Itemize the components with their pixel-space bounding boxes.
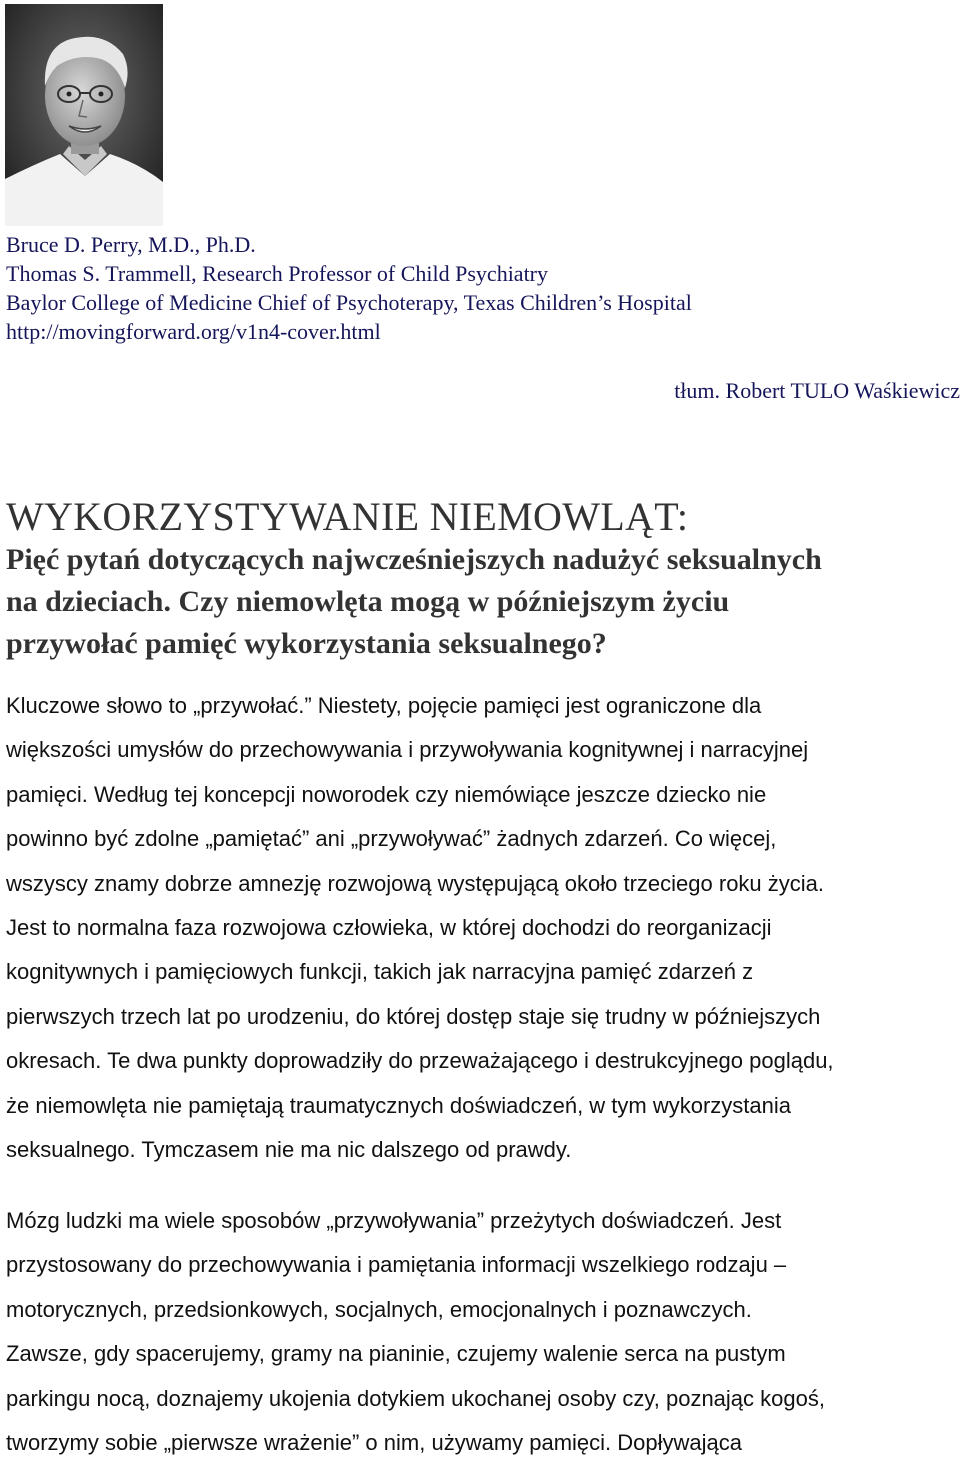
text-line: pierwszych trzech lat po urodzeniu, do której dostęp staje się trudny w późniejszych: [6, 1003, 821, 1029]
author-name: Bruce D. Perry, M.D., Ph.D.: [6, 232, 256, 257]
text-line: okresach. Te dwa punkty doprowadziły do przeważającego i destrukcyjnego poglądu,: [6, 1048, 834, 1074]
text-line: seksualnego. Tymczasem nie ma nic dalszego od prawdy.: [6, 1137, 572, 1163]
paragraph-2: [6, 1199, 954, 1465]
article-subtitle: [6, 539, 956, 665]
author-photo: [5, 4, 163, 226]
translator-credit: tłum. Robert TULO Waśkiewicz: [674, 378, 960, 403]
author-affiliation: Baylor College of Medicine Chief of Psychoterapy, Texas Children’s Hospital: [6, 290, 692, 315]
text-line: Mózg ludzki ma wiele sposobów „przywoływania” przeżytych doświadczeń. Jest: [6, 1208, 782, 1233]
subtitle-line: przywołać pamięć wykorzystania seksualnego?: [6, 627, 607, 660]
text-line: kognitywnych i pamięciowych funkcji, takich jak narracyjna pamięć zdarzeń z: [6, 959, 754, 985]
text-line: Kluczowe słowo to „przywołać.” Niestety, pojęcie pamięci jest ograniczone dla: [6, 693, 762, 718]
subtitle-line: na dzieciach. Czy niemowlęta mogą w późniejszym życiu: [6, 585, 730, 618]
subtitle-line: Pięć pytań dotyczących najwcześniejszych nadużyć seksualnych: [6, 543, 822, 576]
text-line: motorycznych, przedsionkowych, socjalnych, emocjonalnych i poznawczych.: [6, 1296, 752, 1322]
text-line: powinno być zdolne „pamiętać” ani „przywoływać” żadnych zdarzeń. Co więcej,: [6, 826, 777, 852]
article-title: WYKORZYSTYWANIE NIEMOWLĄT:: [6, 494, 689, 539]
text-line: większości umysłów do przechowywania i przywoływania kognitywnej i narracyjnej: [6, 737, 809, 763]
text-line: Jest to normalna faza rozwojowa człowieka, w której dochodzi do reorganizacji: [6, 915, 772, 941]
source-url[interactable]: http://movingforward.org/v1n4-cover.html: [6, 319, 381, 344]
text-line: pamięci. Według tej koncepcji noworodek czy niemówiące jeszcze dziecko nie: [6, 781, 767, 807]
text-line: wszyscy znamy dobrze amnezję rozwojową występującą około trzeciego roku życia.: [6, 870, 825, 896]
author-info: [6, 230, 946, 346]
author-title: Thomas S. Trammell, Research Professor of Child Psychiatry: [6, 261, 549, 286]
text-line: że niemowlęta nie pamiętają traumatycznych doświadczeń, w tym wykorzystania: [6, 1092, 791, 1118]
text-line: Zawsze, gdy spacerujemy, gramy na pianinie, czujemy walenie serca na pustym: [6, 1341, 786, 1367]
text-line: parkingu nocą, doznajemy ukojenia dotykiem ukochanej osoby czy, poznając kogoś,: [6, 1385, 825, 1411]
text-line: tworzymy sobie „pierwsze wrażenie” o nim, używamy pamięci. Dopływająca: [6, 1430, 743, 1456]
text-line: przystosowany do przechowywania i pamiętania informacji wszelkiego rodzaju –: [6, 1252, 787, 1278]
paragraph-1: [6, 684, 954, 1172]
